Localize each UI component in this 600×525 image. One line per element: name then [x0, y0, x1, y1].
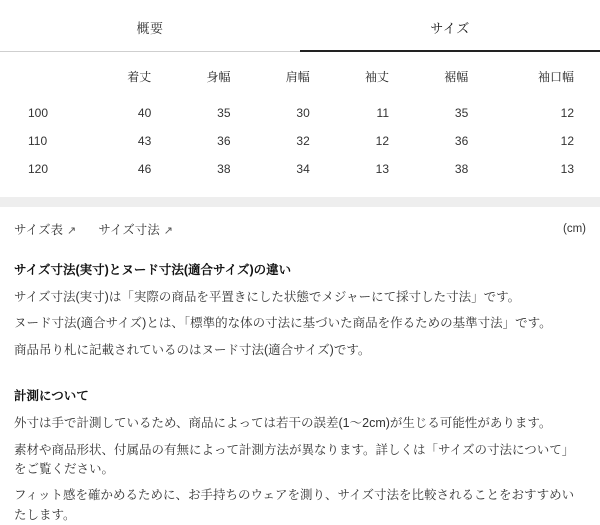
cell-hem-width: 36: [454, 134, 469, 148]
size-table: [14, 52, 586, 183]
column-header-hem-width: 裾幅: [444, 70, 469, 84]
cell-length: 40: [137, 106, 152, 120]
section-paragraph: サイズ寸法(実寸)は「実際の商品を平置きにした状態でメジャーにて採寸した寸法」です。: [14, 290, 521, 304]
column-header-length: 着丈: [127, 70, 152, 84]
cell-chest-width: 36: [217, 134, 231, 148]
link-size-chart-label: サイズ表: [14, 223, 64, 237]
section-measurement-note: [0, 386, 600, 525]
column-header-chest-width: 身幅: [206, 70, 231, 84]
cell-sleeve-length: 12: [375, 134, 389, 148]
section-paragraph: 商品吊り札に記載されているのはヌード寸法(適合サイズ)です。: [14, 342, 371, 357]
table-header-row: [14, 52, 586, 97]
column-header-shoulder-width: 肩幅: [285, 70, 310, 84]
table-row: [14, 127, 586, 155]
section-divider-band: [0, 197, 600, 207]
section-size-definition: [0, 260, 600, 360]
external-link-arrow-icon: ↗: [67, 225, 77, 237]
row-size-label: 110: [28, 134, 48, 148]
section-paragraph: ヌード寸法(適合サイズ)とは、「標準的な体の寸法に基づいた商品を作るための基準寸法」です。: [14, 316, 552, 331]
cell-shoulder-width: 34: [296, 162, 310, 176]
link-size-chart[interactable]: [14, 220, 76, 238]
cell-sleeve-length: 11: [376, 106, 389, 120]
tab-overview-label: 概要: [136, 21, 164, 36]
size-table-body: [14, 97, 586, 183]
cell-cuff-width: 13: [560, 162, 574, 176]
cell-sleeve-length: 13: [375, 162, 389, 176]
cell-length: 46: [137, 162, 152, 176]
table-row: [14, 155, 586, 183]
link-size-measurements[interactable]: [98, 220, 173, 238]
row-size-label: 100: [28, 106, 49, 120]
cell-chest-width: 38: [217, 162, 231, 176]
cell-chest-width: 35: [217, 106, 231, 120]
tab-bar: [0, 0, 600, 52]
tab-size-label: サイズ: [430, 21, 470, 36]
unit-note: (cm): [563, 223, 586, 235]
section-paragraph: 素材や商品形状、付属品の有無によって計測方法が異なります。詳しくは「サイズの寸法について」をご覧ください。: [14, 442, 575, 476]
external-link-arrow-icon: ↗: [163, 225, 173, 237]
size-links-row: [0, 207, 600, 238]
tab-overview[interactable]: [0, 0, 300, 51]
section-paragraph: フィット感を確かめるために、お手持ちのウェアを測り、サイズ寸法を比較されることをおすすめいたします。: [14, 488, 575, 522]
size-table-head: [14, 52, 586, 97]
column-header-size: [14, 52, 84, 97]
cell-length: 43: [137, 134, 152, 148]
row-size-label: 120: [28, 162, 49, 176]
tab-size[interactable]: [300, 0, 600, 52]
link-size-measurements-label: サイズ寸法: [98, 223, 160, 237]
cell-shoulder-width: 32: [296, 134, 310, 148]
cell-cuff-width: 12: [560, 134, 574, 148]
section-paragraph: 外寸は手で計測しているため、商品によっては若干の誤差(1〜2cm)が生じる可能性があります。: [14, 416, 552, 431]
section-heading: サイズ寸法(実寸)とヌード寸法(適合サイズ)の違い: [14, 263, 292, 277]
cell-hem-width: 38: [454, 162, 469, 176]
column-header-sleeve-length: 袖丈: [364, 70, 389, 84]
section-heading: 計測について: [14, 389, 89, 404]
cell-shoulder-width: 30: [296, 106, 310, 120]
table-row: [14, 97, 586, 127]
cell-cuff-width: 12: [560, 106, 574, 120]
cell-hem-width: 35: [454, 106, 469, 120]
column-header-cuff-width: 袖口幅: [537, 70, 574, 84]
size-table-wrapper: [0, 52, 600, 183]
